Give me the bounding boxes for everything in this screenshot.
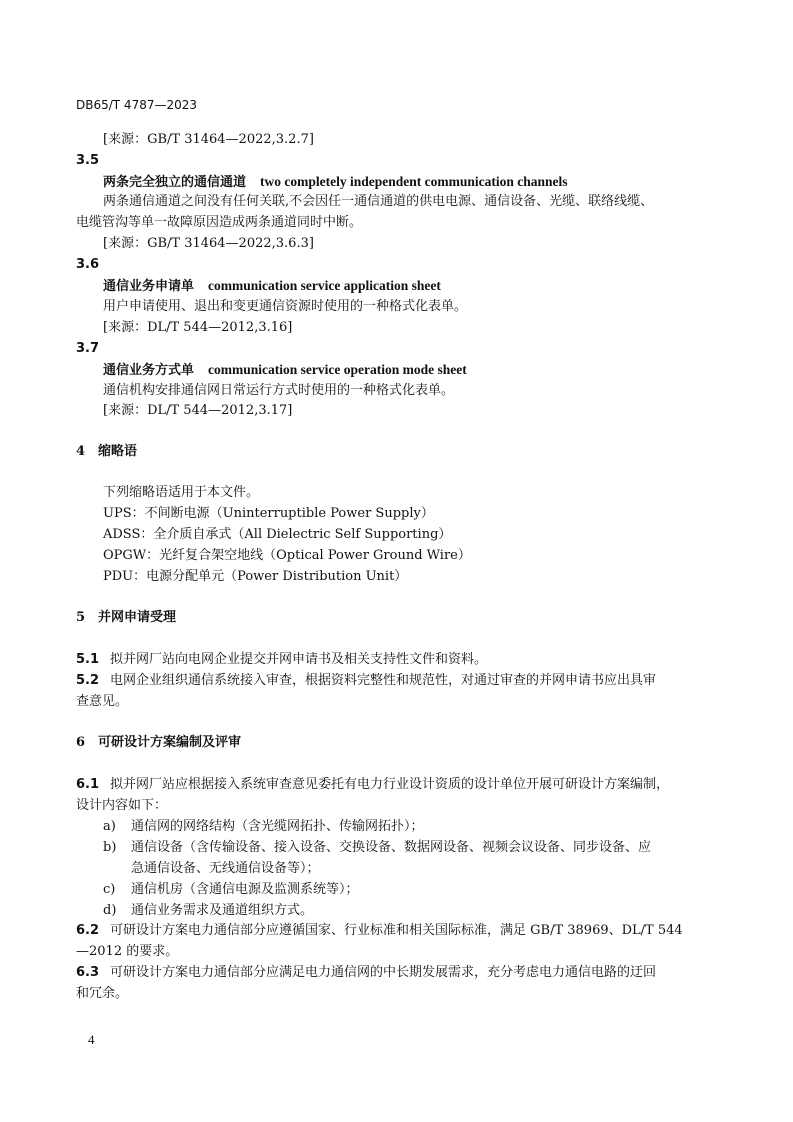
term-3-4-source: [来源：GB/T 31464—2022,3.2.7] [103,132,314,147]
section-6-heading: 6 可研设计方案编制及评审 [76,735,242,750]
clause-5-2-text-line2: 查意见。 [76,694,129,709]
list-item-b-label: b) [103,840,117,855]
list-item-c-text: 通信机房（含通信电源及监测系统等）； [131,882,359,897]
term-3-6-source: [来源：DL/T 544—2012,3.16] [103,320,293,335]
term-3-5-cn: 两条完全独立的通信通道 [103,175,247,190]
term-3-5-definition-line2: 电缆管沟等单一故障原因造成两条通道同时中断。 [76,215,363,230]
clause-6-1-text-line1: 拟并网厂站应根据接入系统审查意见委托有电力行业设计资质的设计单位开展可研设计方案编制， [110,777,670,792]
abbrev-pdu: PDU：电源分配单元（Power Distribution Unit） [103,569,408,584]
clause-6-3-text-line1: 可研设计方案电力通信部分应满足电力通信网的中长期发展需求，充分考虑电力通信电路的迂回 [110,965,657,980]
section-5-heading: 5 并网申请受理 [76,610,177,625]
term-3-6-cn: 通信业务申请单 [103,279,195,294]
abbrev-intro: 下列缩略语适用于本文件。 [103,485,260,500]
term-3-7-number: 3.7 [76,341,100,356]
term-3-5-definition-line1: 两条通信通道之间没有任何关联,不会因任一通信通道的供电电源、通信设备、光缆、联络线缆、 [103,194,654,209]
list-item-a-label: a) [103,819,116,834]
clause-5-1-text: 拟并网厂站向电网企业提交并网申请书及相关支持性文件和资料。 [110,652,488,667]
clause-5-2-text-line1: 电网企业组织通信系统接入审查，根据资料完整性和规范性，对通过审查的并网申请书应出具审 [110,673,657,688]
clause-6-2-number: 6.2 [76,923,100,938]
term-3-7-en: communication service operation mode sheet [208,362,467,377]
document-code: DB65/T 4787—2023 [76,98,198,112]
clause-5-2-number: 5.2 [76,673,100,688]
term-3-6-en: communication service application sheet [208,278,441,293]
clause-6-1-number: 6.1 [76,777,100,792]
abbrev-opgw: OPGW：光纤复合架空地线（Optical Power Ground Wire） [103,548,471,563]
clause-5-1-number: 5.1 [76,652,100,667]
list-item-d-label: d) [103,903,117,918]
list-item-a-text: 通信网的网络结构（含光缆网拓扑、传输网拓扑）； [131,819,424,834]
abbrev-adss: ADSS：全介质自承式（All Dielectric Self Supporting） [103,527,452,542]
clause-6-2-text-line2: —2012 的要求。 [76,944,179,959]
term-3-6-number: 3.6 [76,257,100,272]
abbrev-ups: UPS：不间断电源（Uninterruptible Power Supply） [103,506,434,521]
clause-6-1-text-line2: 设计内容如下： [76,798,168,813]
list-item-c-label: c) [103,882,116,897]
term-3-5-title [103,173,568,192]
term-3-7-title [103,361,467,380]
term-3-6-title [103,277,441,296]
clause-6-3-text-line2: 和冗余。 [76,986,129,1001]
list-item-d-text: 通信业务需求及通道组织方式。 [131,903,314,918]
term-3-7-definition: 通信机构安排通信网日常运行方式时使用的一种格式化表单。 [103,383,455,398]
term-3-5-source: [来源：GB/T 31464—2022,3.6.3] [103,236,314,251]
term-3-5-en: two completely independent communication channels [260,174,568,189]
list-item-b-text-line2: 急通信设备、无线通信设备等）； [131,861,320,876]
term-3-5-number: 3.5 [76,153,100,168]
clause-6-2-text-line1: 可研设计方案电力通信部分应遵循国家、行业标准和相关国际标准，满足 GB/T 38969、DL/T 544 [110,923,683,938]
page-number: 4 [88,1032,95,1047]
term-3-6-definition: 用户申请使用、退出和变更通信资源时使用的一种格式化表单。 [103,299,468,314]
term-3-7-source: [来源：DL/T 544—2012,3.17] [103,403,293,418]
section-4-heading: 4 缩略语 [76,444,138,459]
term-3-7-cn: 通信业务方式单 [103,363,195,378]
list-item-b-text-line1: 通信设备（含传输设备、接入设备、交换设备、数据网设备、视频会议设备、同步设备、应 [131,840,652,855]
clause-6-3-number: 6.3 [76,965,100,980]
